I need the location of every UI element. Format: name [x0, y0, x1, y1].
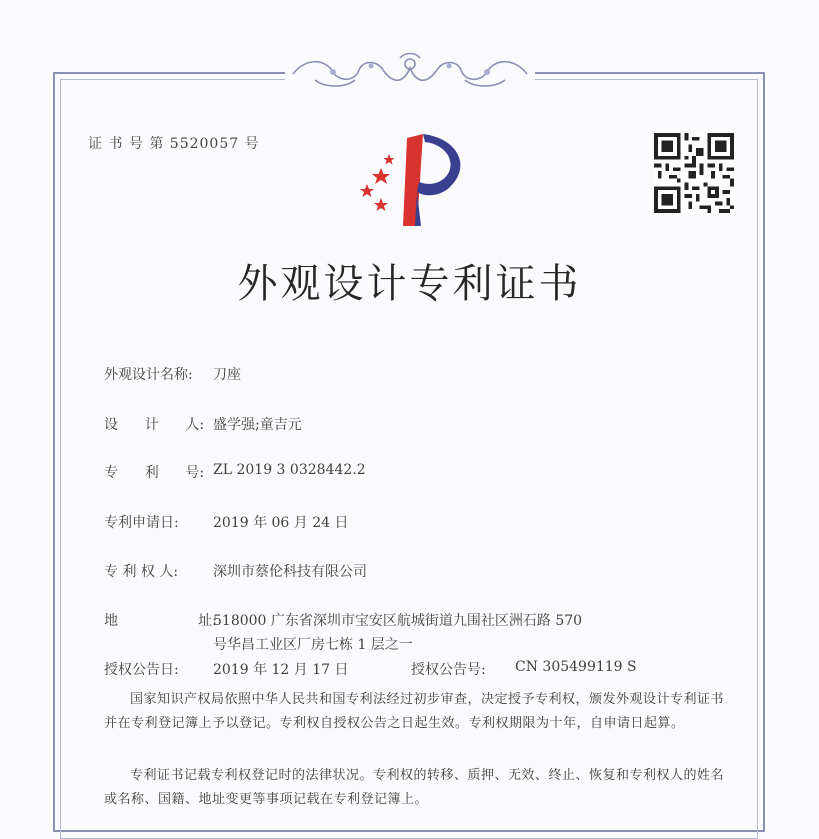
grant-number-value: CN 305499119 S	[515, 659, 637, 675]
design-name-value: 刀座	[213, 367, 241, 383]
statement-paragraph-1: 国家知识产权局依照中华人民共和国专利法经过初步审查，决定授予专利权，颁发外观设计专利证书并在专利登记簿上予以登记。专利权自授权公告之日起生效。专利权期限为十年，自申请日起算。	[104, 692, 725, 731]
border-ornament-icon	[285, 50, 535, 94]
grant-date-label: 授权公告日:	[104, 662, 179, 678]
patentee-label: 专 利 权 人:	[104, 564, 179, 580]
address-label: 地 址:	[104, 613, 217, 629]
statement-paragraph-2: 专利证书记载专利权登记时的法律状况。专利权的转移、质押、无效、终止、恢复和专利权人的姓名或名称、国籍、地址变更等事项记载在专利登记簿上。	[104, 768, 725, 807]
designer-label: 设 计 人:	[104, 417, 205, 433]
filing-date-label: 专利申请日:	[104, 515, 179, 531]
address-line-1: 518000 广东省深圳市宝安区航城街道九围社区洲石路 570	[213, 613, 583, 629]
filing-date-value: 2019 年 06 月 24 日	[213, 515, 349, 531]
designer-value: 盛学强;童吉元	[213, 417, 302, 433]
qr-code-icon	[654, 133, 734, 213]
patent-number-value: ZL 2019 3 0328442.2	[213, 462, 366, 478]
patent-number-label: 专 利 号:	[104, 465, 205, 481]
certificate-number: 证 书 号 第 5520057 号	[88, 136, 260, 152]
grant-date-value: 2019 年 12 月 17 日	[213, 662, 349, 678]
certificate-title: 外观设计专利证书	[237, 261, 582, 307]
design-name-label: 外观设计名称:	[104, 367, 193, 383]
address-line-2: 号华昌工业区厂房七栋 1 层之一	[213, 637, 413, 653]
patentee-value: 深圳市蔡伦科技有限公司	[213, 564, 367, 580]
cnipa-logo-icon	[345, 126, 475, 230]
grant-number-label: 授权公告号:	[411, 662, 486, 678]
